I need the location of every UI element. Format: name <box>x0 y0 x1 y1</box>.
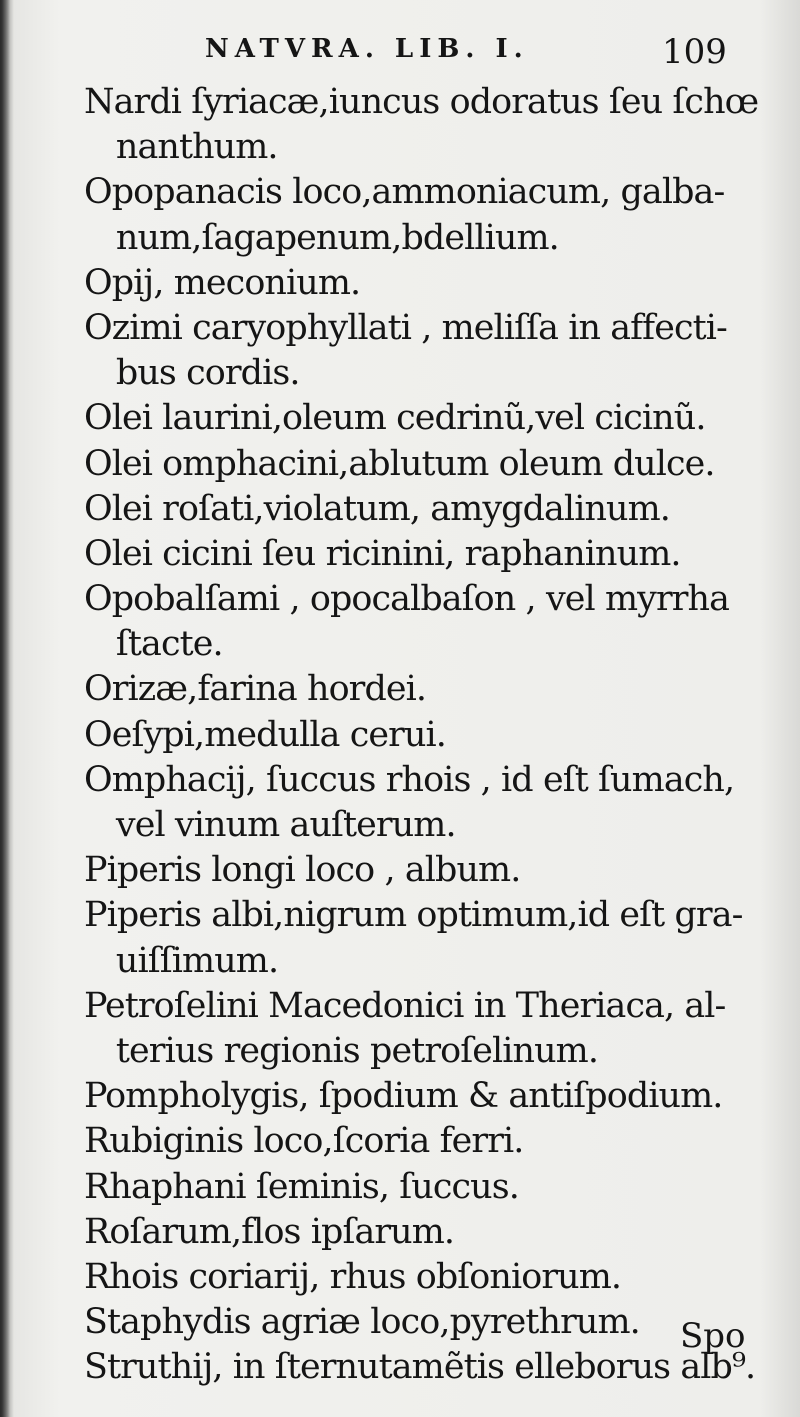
page-number: 109 <box>662 32 727 72</box>
text-line: Rhaphani ſeminis, ſuccus. <box>84 1166 519 1207</box>
text-line: ſtacte. <box>115 624 223 665</box>
text-line: num,ſagapenum,bdellium. <box>115 217 559 258</box>
text-line: nanthum. <box>115 127 278 168</box>
text-line: Olei omphacini,ablutum oleum dulce. <box>84 443 715 484</box>
text-line: vel vinum auſterum. <box>115 805 456 845</box>
text-line: Opobalſami , opocalbaſon , vel myrrha <box>84 579 730 620</box>
text-line: Oeſypi,medulla cerui. <box>84 714 447 755</box>
gutter-shadow <box>0 0 10 1417</box>
running-head: NATVRA. LIB. I. <box>205 34 529 64</box>
text-line: Ozimi caryophyllati , meliſſa in affecti- <box>84 307 727 348</box>
text-line: Opij, meconium. <box>84 262 361 303</box>
text-block <box>84 80 784 1390</box>
text-line: Piperis albi,nigrum optimum,id eſt gra- <box>84 895 743 936</box>
text-line: Olei cicini ſeu ricinini, raphaninum. <box>84 533 681 574</box>
text-line: Petroſelini Macedonici in Theriaca, al- <box>84 985 726 1026</box>
catchword: Spo <box>680 1316 746 1356</box>
text-line: Nardi ſyriacæ,iuncus odoratus ſeu ſchœ <box>84 82 759 122</box>
page-header <box>0 28 800 72</box>
text-line: Omphacij, ſuccus rhois , id eſt ſumach, <box>84 759 735 800</box>
text-line: terius regionis petroſelinum. <box>115 1030 599 1071</box>
text-line: Opopanacis loco,ammoniacum, galba- <box>84 172 725 213</box>
text-line: uiſſimum. <box>115 940 279 981</box>
text-line: Olei laurini,oleum cedrinũ,vel cicinũ. <box>84 398 706 439</box>
text-line: Rubiginis loco,ſcoria ferri. <box>84 1121 524 1162</box>
text-line: Orizæ,farina hordei. <box>84 669 427 710</box>
text-line: bus cordis. <box>115 353 300 394</box>
text-line: Pompholygis, ſpodium & antiſpodium. <box>84 1076 723 1117</box>
text-line: Olei roſati,violatum, amygdalinum. <box>84 488 671 529</box>
text-line: Roſarum,flos ipſarum. <box>84 1211 455 1252</box>
text-line: Piperis longi loco , album. <box>84 850 521 891</box>
text-line: Staphydis agriæ loco,pyrethrum. <box>84 1302 640 1343</box>
text-line: Rhois coriarij, rhus obſoniorum. <box>84 1256 622 1297</box>
text-line: Struthij, in ſternutamẽtis elleborus alb⁹. <box>84 1347 756 1388</box>
